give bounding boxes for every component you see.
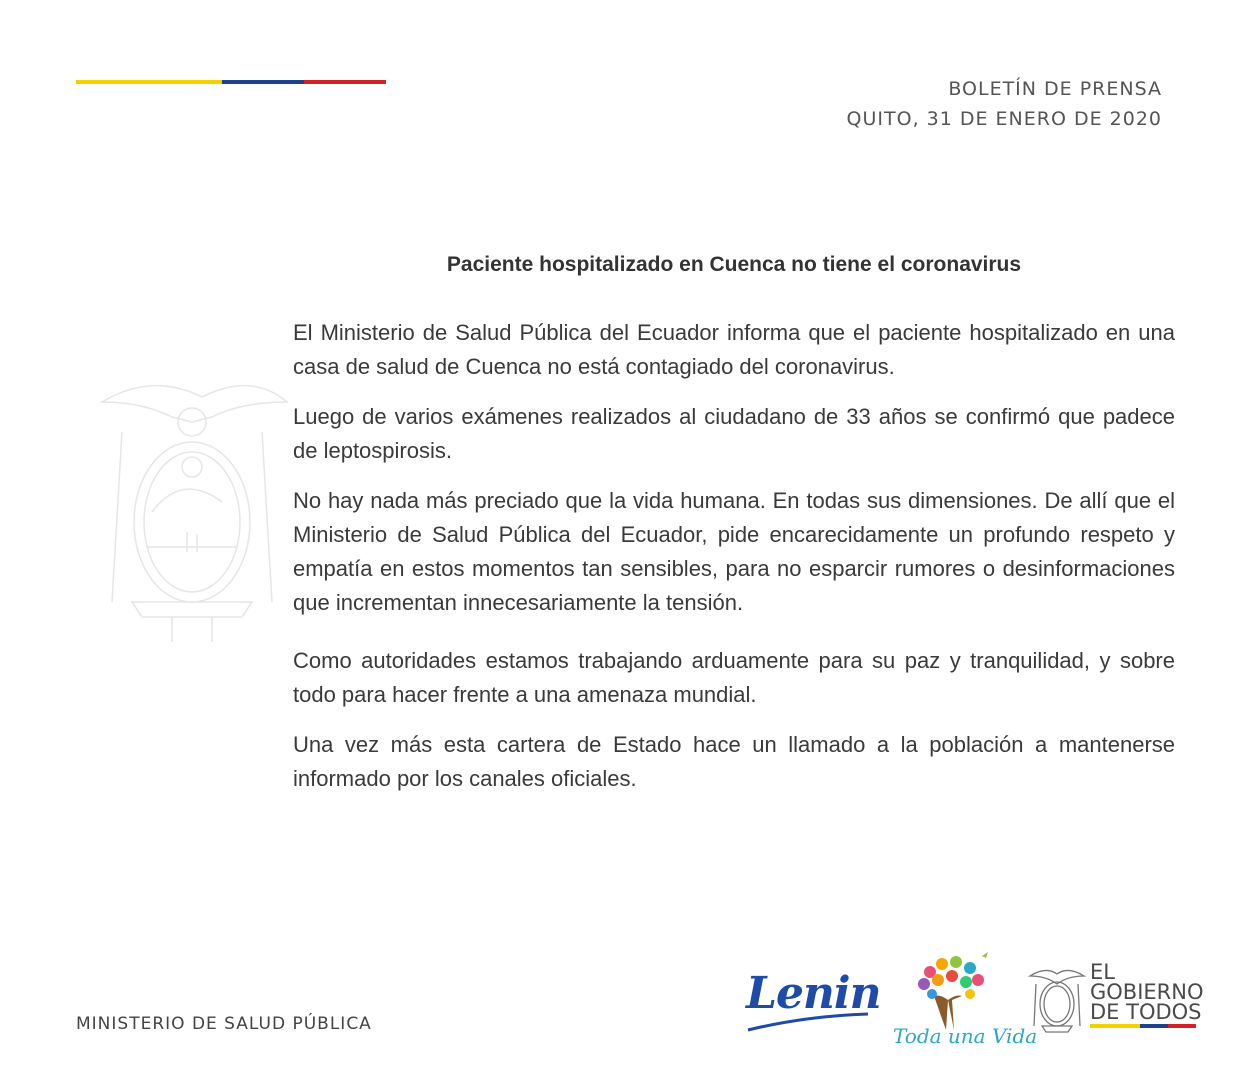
paragraph-2: Luego de varios exámenes realizados al ciudadano de 33 años se confirmó que padece de leptospirosis. [293,404,1175,463]
press-body [293,316,1175,812]
gobierno-line-3: DE TODOS [1090,1000,1202,1024]
flag-blue-stripe [222,80,304,84]
flag-yellow-stripe [76,80,222,84]
paragraph-3: No hay nada más preciado que la vida humana. En todas sus dimensiones. De allí que el Ministerio de Salud Pública del Ecuador, pide encarecidamente un profundo respeto y empatía en estos momentos tan sensibles, para no esparcir rumores o desinformaciones que incrementan innecesariamente la tensión. [293,488,1175,615]
gob-yellow-stripe [1090,1024,1140,1028]
flag-red-stripe [304,80,386,84]
toda-una-vida-text: Toda una Vida [893,1024,1038,1048]
gobierno-line-2: GOBIERNO [1090,980,1204,1004]
gobierno-line-1: EL [1090,960,1115,984]
paragraph-4: Como autoridades estamos trabajando arduamente para su paz y tranquilidad, y sobre todo para hacer frente a una amenaza mundial. [293,648,1175,707]
tree-of-life-icon [900,950,1000,1030]
press-title: Paciente hospitalizado en Cuenca no tiene el coronavirus [446,253,1022,276]
gob-red-stripe [1168,1024,1196,1028]
coat-of-arms-watermark-icon [92,372,292,652]
gobierno-de-todos-logo [1090,962,1204,1022]
gobierno-color-bar [1090,1024,1196,1028]
paragraph-5: Una vez más esta cartera de Estado hace un llamado a la población a mantenerse informado por los canales oficiales. [293,732,1175,791]
place-date: QUITO, 31 DE ENERO DE 2020 [846,108,1162,130]
flag-color-bar [76,80,386,84]
doc-type: BOLETÍN DE PRENSA [948,78,1162,100]
ministry-name: MINISTERIO DE SALUD PÚBLICA [76,1014,372,1034]
lenin-swoosh-icon [746,1010,870,1034]
paragraph-1: El Ministerio de Salud Pública del Ecuador informa que el paciente hospitalizado en una casa de salud de Cuenca no está contagiado del coronavirus. [293,320,1175,379]
header-info [847,74,1162,134]
lenin-logo: Lenin [746,968,881,1019]
gob-blue-stripe [1140,1024,1168,1028]
ecuador-seal-icon [1028,964,1086,1034]
